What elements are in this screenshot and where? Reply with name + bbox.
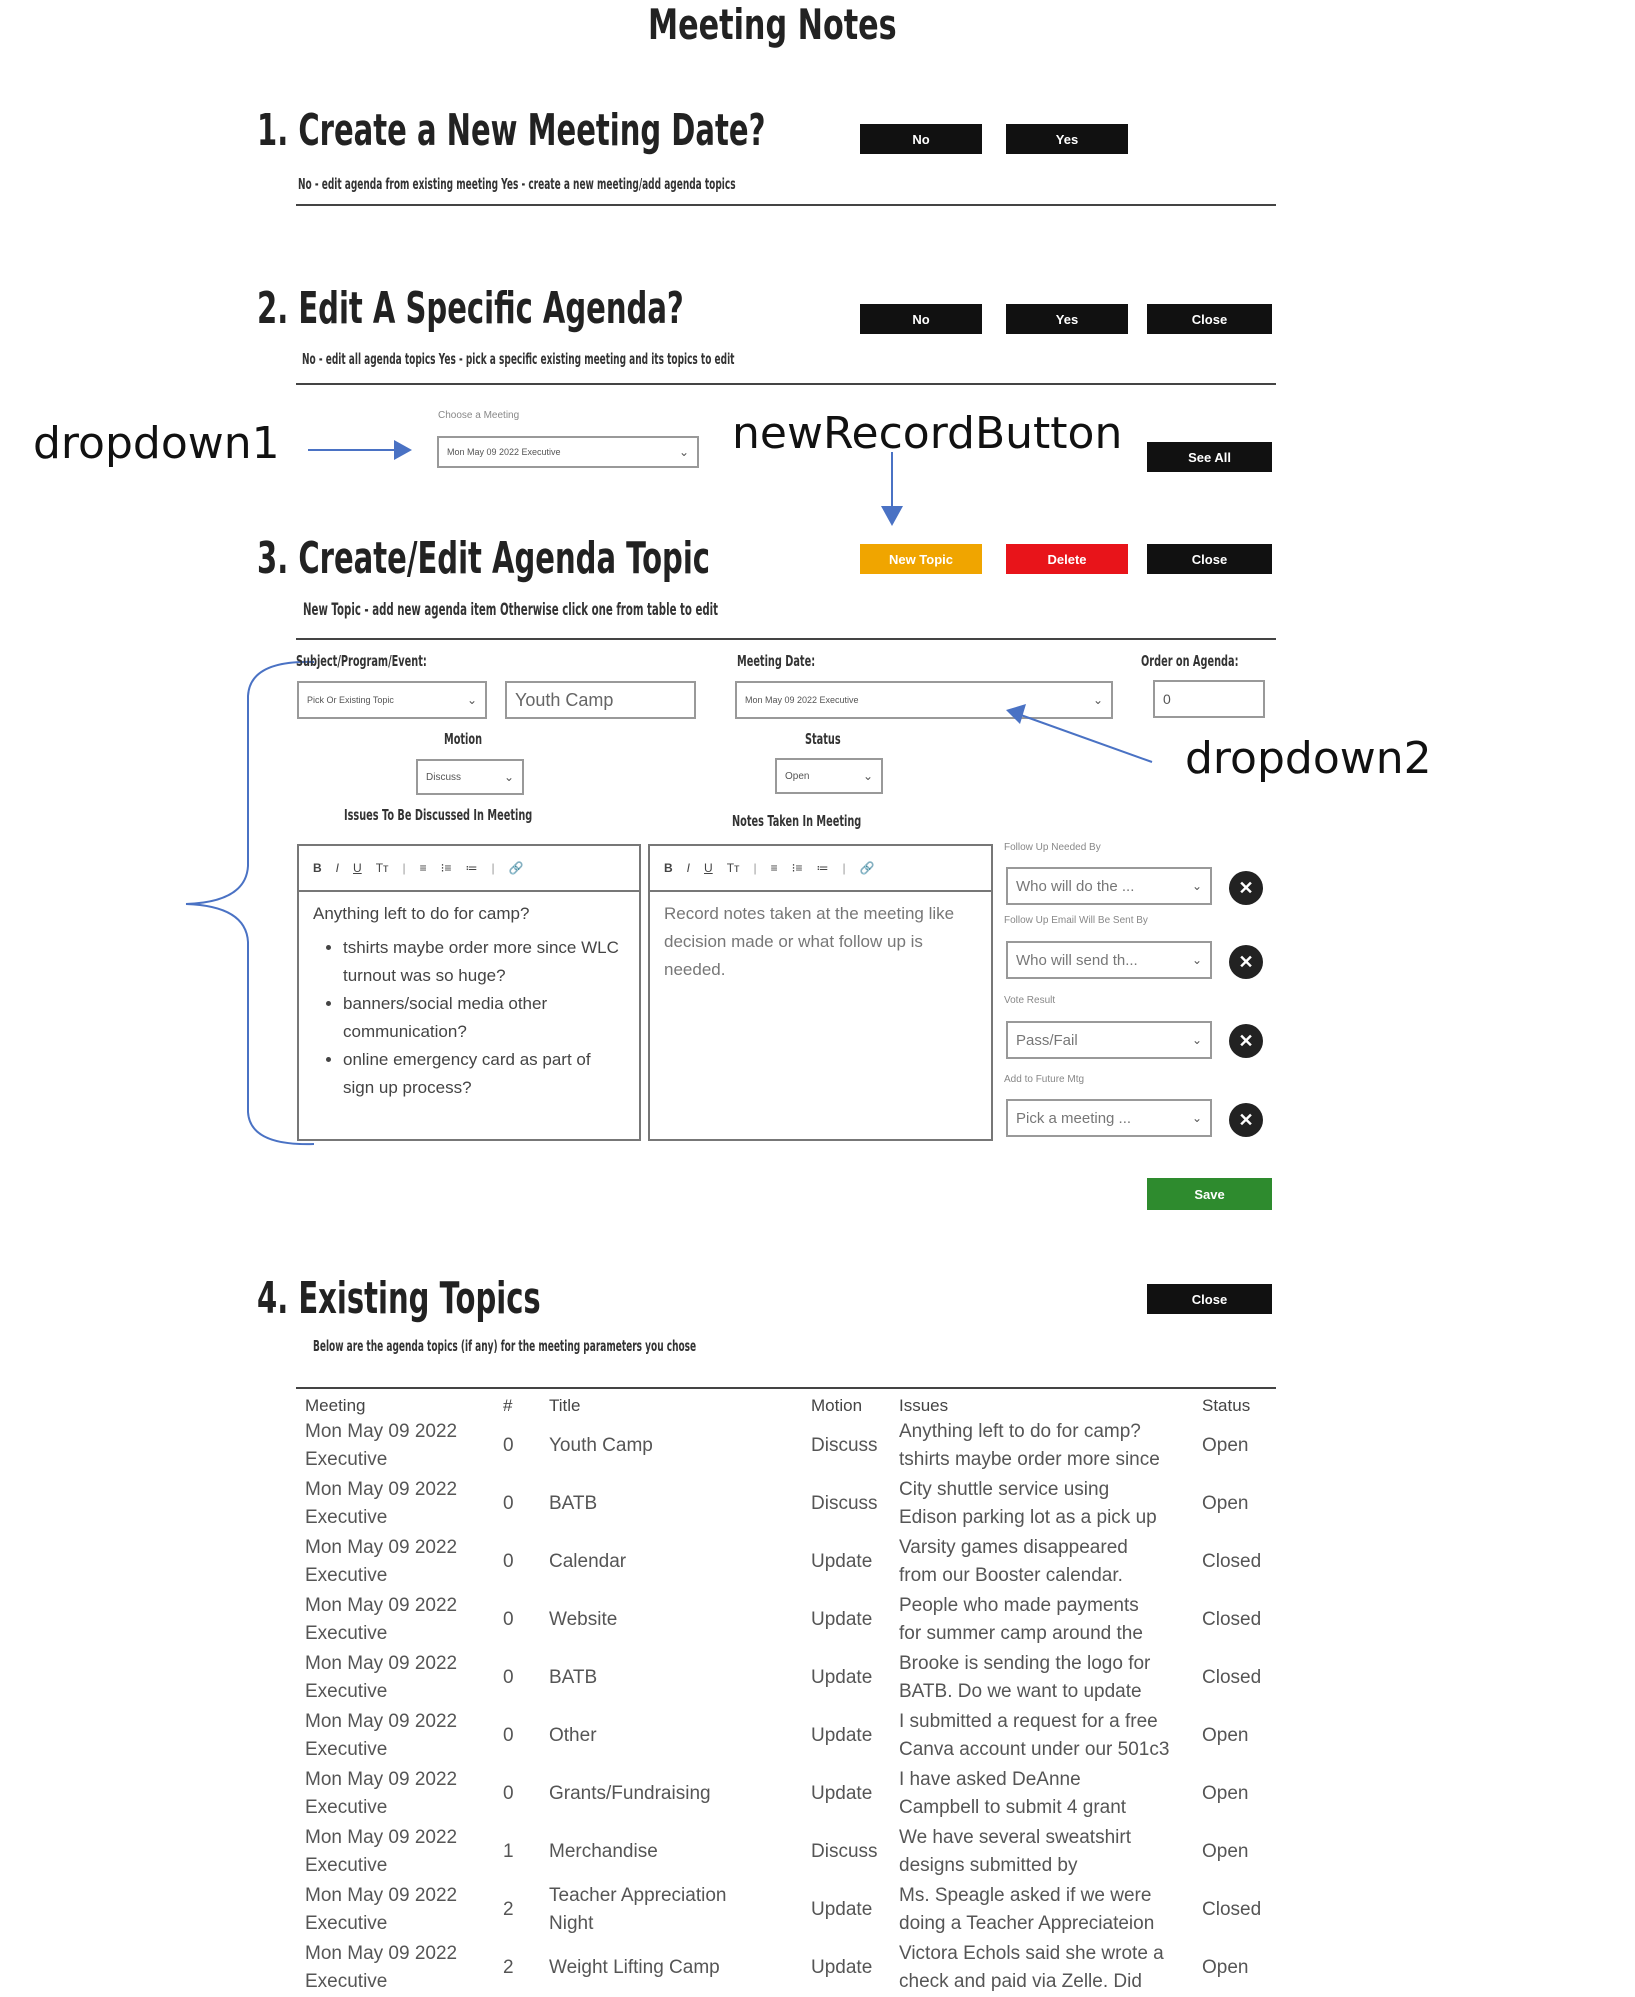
cell-issues-cont: designs submitted by xyxy=(899,1855,1078,1876)
column-header-title[interactable]: Title xyxy=(549,1396,581,1415)
cell-motion: Discuss xyxy=(811,1841,878,1862)
cell-issues-cont: Campbell to submit 4 grant xyxy=(899,1797,1127,1818)
text-size-icon[interactable]: Tт xyxy=(726,861,740,875)
create-meeting-no-button[interactable]: No xyxy=(860,124,982,154)
cell-issues-cont: doing a Teacher Appreciateion xyxy=(899,1913,1155,1934)
chevron-down-icon: ⌄ xyxy=(678,445,689,459)
numbered-list-icon[interactable]: ⁝≡ xyxy=(440,861,452,875)
cell-issues: Victora Echols said she wrote a xyxy=(899,1943,1164,1964)
column-header-status[interactable]: Status xyxy=(1202,1396,1251,1415)
cell-motion: Update xyxy=(811,1725,873,1746)
cell-meeting: Mon May 09 2022 xyxy=(305,1711,458,1732)
cell-issues-cont: tshirts maybe order more since xyxy=(899,1449,1160,1470)
order-value: 0 xyxy=(1163,691,1171,707)
cell-motion: Update xyxy=(811,1667,873,1688)
save-button[interactable]: Save xyxy=(1147,1178,1272,1210)
toolbar-separator: | xyxy=(491,861,495,875)
divider xyxy=(296,383,1276,385)
cell-meeting-type: Executive xyxy=(305,1739,388,1760)
cell-meeting: Mon May 09 2022 xyxy=(305,1595,458,1616)
underline-icon[interactable]: U xyxy=(704,861,713,875)
cell-meeting: Mon May 09 2022 xyxy=(305,1479,458,1500)
cell-number: 0 xyxy=(503,1725,514,1746)
cell-number: 2 xyxy=(503,1957,514,1978)
delete-button[interactable]: Delete xyxy=(1006,544,1128,574)
cell-meeting: Mon May 09 2022 xyxy=(305,1653,458,1674)
cell-motion: Discuss xyxy=(811,1435,878,1456)
future-meeting-dropdown[interactable] xyxy=(1006,1099,1212,1137)
cell-status: Open xyxy=(1202,1725,1249,1746)
cell-meeting-type: Executive xyxy=(305,1449,388,1470)
subject-label: Subject/Program/Event: xyxy=(296,652,427,670)
email-dropdown-value: Who will send th... xyxy=(1016,951,1138,969)
issues-editor[interactable] xyxy=(297,844,641,1141)
section2-title: 2. Edit A Specific Agenda? xyxy=(257,283,684,334)
edit-agenda-no-button[interactable]: No xyxy=(860,304,982,334)
annotation-arrow-dropdown1 xyxy=(300,435,420,465)
clear-followup-icon[interactable]: ✕ xyxy=(1229,871,1263,905)
issues-bullet: • banners/social media other communication? xyxy=(343,990,625,1046)
meeting-dropdown-2-value: Mon May 09 2022 Executive xyxy=(745,695,859,705)
topic-title-input[interactable] xyxy=(505,681,696,719)
cell-meeting-type: Executive xyxy=(305,1681,388,1702)
vote-label: Vote Result xyxy=(1004,995,1056,1006)
meeting-date-label: Meeting Date: xyxy=(737,652,816,670)
cell-title: Calendar xyxy=(549,1551,627,1572)
cell-meeting: Mon May 09 2022 xyxy=(305,1769,458,1790)
order-label: Order on Agenda: xyxy=(1141,652,1239,670)
bold-icon[interactable]: B xyxy=(313,861,322,875)
section1-title: 1. Create a New Meeting Date? xyxy=(257,105,766,156)
status-label: Status xyxy=(805,730,841,748)
cell-meeting: Mon May 09 2022 xyxy=(305,1943,458,1964)
divider xyxy=(296,1387,1276,1389)
chevron-down-icon: ⌄ xyxy=(1092,693,1103,707)
future-meeting-dropdown-value: Pick a meeting ... xyxy=(1016,1109,1132,1127)
chevron-down-icon: ⌄ xyxy=(1191,1111,1202,1125)
cell-issues: Ms. Speagle asked if we were xyxy=(899,1885,1152,1906)
link-icon[interactable]: 🔗 xyxy=(859,861,875,875)
text-size-icon[interactable]: Tт xyxy=(375,861,389,875)
link-icon[interactable]: 🔗 xyxy=(508,861,524,875)
cell-motion: Discuss xyxy=(811,1493,878,1514)
cell-status: Closed xyxy=(1202,1667,1262,1688)
cell-number: 0 xyxy=(503,1667,514,1688)
cell-number: 0 xyxy=(503,1551,514,1572)
issues-bullet: • tshirts maybe order more since WLC turnout was so huge? xyxy=(343,934,625,990)
edit-agenda-yes-button[interactable]: Yes xyxy=(1006,304,1128,334)
cell-motion: Update xyxy=(811,1609,873,1630)
subject-dropdown[interactable] xyxy=(297,681,487,719)
subject-dropdown-value: Pick Or Existing Topic xyxy=(307,695,394,705)
chevron-down-icon: ⌄ xyxy=(862,769,873,783)
issues-intro: Anything left to do for camp? xyxy=(313,904,530,923)
align-icon[interactable]: ≡ xyxy=(419,861,427,875)
cell-issues: Anything left to do for camp? xyxy=(899,1421,1141,1442)
cell-issues-cont: Canva account under our 501c3 xyxy=(899,1739,1170,1760)
cell-number: 0 xyxy=(503,1493,514,1514)
cell-title: BATB xyxy=(549,1667,598,1688)
cell-issues-cont: Edison parking lot as a pick up xyxy=(899,1507,1157,1528)
column-header-meeting[interactable]: Meeting xyxy=(305,1396,366,1415)
cell-status: Open xyxy=(1202,1493,1249,1514)
cell-issues-cont: check and paid via Zelle. Did xyxy=(899,1971,1142,1992)
toolbar-separator: | xyxy=(753,861,757,875)
cell-motion: Update xyxy=(811,1957,873,1978)
cell-title: BATB xyxy=(549,1493,598,1514)
section3-title: 3. Create/Edit Agenda Topic xyxy=(257,533,711,584)
cell-motion: Update xyxy=(811,1783,873,1804)
cell-number: 0 xyxy=(503,1783,514,1804)
cell-issues-cont: from our Booster calendar. xyxy=(899,1565,1123,1586)
cell-meeting-type: Executive xyxy=(305,1623,388,1644)
cell-motion: Update xyxy=(811,1551,873,1572)
future-label: Add to Future Mtg xyxy=(1004,1074,1085,1085)
email-label: Follow Up Email Will Be Sent By xyxy=(1004,915,1148,926)
cell-meeting: Mon May 09 2022 xyxy=(305,1421,458,1442)
cell-status: Closed xyxy=(1202,1899,1262,1920)
vote-dropdown-value: Pass/Fail xyxy=(1016,1031,1078,1049)
cell-meeting: Mon May 09 2022 xyxy=(305,1827,458,1848)
cell-meeting-type: Executive xyxy=(305,1507,388,1528)
cell-issues-cont: BATB. Do we want to update xyxy=(899,1681,1142,1702)
issues-editor-toolbar xyxy=(299,846,639,892)
cell-issues: Varsity games disappeared xyxy=(899,1537,1128,1558)
cell-meeting-type: Executive xyxy=(305,1565,388,1586)
column-header-number[interactable]: # xyxy=(503,1396,513,1415)
page-title: Meeting Notes xyxy=(648,0,897,49)
cell-motion: Update xyxy=(811,1899,873,1920)
see-all-button[interactable]: See All xyxy=(1147,442,1272,472)
cell-issues: City shuttle service using xyxy=(899,1479,1110,1500)
notes-editor[interactable] xyxy=(648,844,993,1141)
cell-number: 1 xyxy=(503,1841,514,1862)
followup-dropdown-value: Who will do the ... xyxy=(1016,877,1135,895)
column-header-motion[interactable]: Motion xyxy=(811,1396,863,1415)
followup-dropdown[interactable] xyxy=(1006,867,1212,905)
bold-icon[interactable]: B xyxy=(664,861,673,875)
section2-subtitle: No - edit all agenda topics Yes - pick a specific existing meeting and its topics to edit xyxy=(302,350,735,368)
notes-editor-body[interactable] xyxy=(650,892,991,992)
new-topic-button[interactable]: New Topic xyxy=(860,544,982,574)
section3-subtitle: New Topic - add new agenda item Otherwise click one from table to edit xyxy=(303,600,719,620)
topic-close-button[interactable]: Close xyxy=(1147,544,1272,574)
cell-title: Other xyxy=(549,1725,597,1746)
annotation-dropdown1: dropdown1 xyxy=(33,418,280,469)
italic-icon[interactable]: I xyxy=(686,861,691,875)
cell-issues: We have several sweatshirt xyxy=(899,1827,1131,1848)
status-dropdown-value: Open xyxy=(785,770,810,782)
motion-label: Motion xyxy=(444,730,483,748)
cell-issues: I submitted a request for a free xyxy=(899,1711,1158,1732)
cell-meeting: Mon May 09 2022 xyxy=(305,1885,458,1906)
annotation-dropdown2: dropdown2 xyxy=(1185,733,1432,784)
cell-number: 2 xyxy=(503,1899,514,1920)
cell-title: Merchandise xyxy=(549,1841,658,1862)
annotation-arrow-dropdown2 xyxy=(1000,700,1160,770)
create-meeting-yes-button[interactable]: Yes xyxy=(1006,124,1128,154)
clear-email-icon[interactable]: ✕ xyxy=(1229,945,1263,979)
cell-issues: I have asked DeAnne xyxy=(899,1769,1081,1790)
cell-status: Open xyxy=(1202,1783,1249,1804)
issues-list xyxy=(313,934,625,1102)
cell-status: Open xyxy=(1202,1841,1249,1862)
bullet-list-icon[interactable]: ≔ xyxy=(465,861,478,875)
topic-title-value: Youth Camp xyxy=(515,689,614,710)
chevron-down-icon: ⌄ xyxy=(1191,879,1202,893)
cell-status: Closed xyxy=(1202,1609,1262,1630)
toolbar-separator: | xyxy=(402,861,406,875)
issues-label: Issues To Be Discussed In Meeting xyxy=(344,806,533,824)
cell-meeting-type: Executive xyxy=(305,1913,388,1934)
notes-placeholder: Record notes taken at the meeting like decision made or what follow up is needed. xyxy=(664,904,955,979)
notes-label: Notes Taken In Meeting xyxy=(732,812,862,830)
numbered-list-icon[interactable]: ⁝≡ xyxy=(791,861,803,875)
email-dropdown[interactable] xyxy=(1006,941,1212,979)
section4-title: 4. Existing Topics xyxy=(257,1273,541,1324)
cell-issues: Brooke is sending the logo for xyxy=(899,1653,1151,1674)
cell-issues: People who made payments xyxy=(899,1595,1139,1616)
divider xyxy=(296,638,1276,640)
cell-title: Weight Lifting Camp xyxy=(549,1957,720,1978)
chevron-down-icon: ⌄ xyxy=(1191,1033,1202,1047)
italic-icon[interactable]: I xyxy=(335,861,340,875)
annotation-arrow-newrecordbutton xyxy=(872,452,912,532)
cell-status: Open xyxy=(1202,1435,1249,1456)
vote-dropdown[interactable] xyxy=(1006,1021,1212,1059)
cell-title: Youth Camp xyxy=(549,1435,653,1456)
cell-issues-cont: for summer camp around the xyxy=(899,1623,1143,1644)
edit-agenda-close-button[interactable]: Close xyxy=(1147,304,1272,334)
cell-number: 0 xyxy=(503,1609,514,1630)
cell-meeting: Mon May 09 2022 xyxy=(305,1537,458,1558)
clear-vote-icon[interactable]: ✕ xyxy=(1229,1024,1263,1058)
meeting-dropdown-1-value: Mon May 09 2022 Executive xyxy=(447,447,561,457)
choose-meeting-label: Choose a Meeting xyxy=(438,410,520,421)
cell-title: Grants/Fundraising xyxy=(549,1783,711,1804)
followup-label: Follow Up Needed By xyxy=(1004,842,1101,853)
issues-editor-body[interactable] xyxy=(299,892,639,1110)
divider xyxy=(296,204,1276,206)
underline-icon[interactable]: U xyxy=(353,861,362,875)
section1-subtitle: No - edit agenda from existing meeting Yes - create a new meeting/add agenda topics xyxy=(298,175,736,193)
cell-title: Website xyxy=(549,1609,618,1630)
motion-dropdown-value: Discuss xyxy=(426,771,462,783)
existing-topics-close-button[interactable]: Close xyxy=(1147,1284,1272,1314)
cell-number: 0 xyxy=(503,1435,514,1456)
chevron-down-icon: ⌄ xyxy=(503,770,514,784)
motion-dropdown[interactable] xyxy=(416,759,524,795)
toolbar-separator: | xyxy=(842,861,846,875)
bullet-list-icon[interactable]: ≔ xyxy=(816,861,829,875)
cell-meeting-type: Executive xyxy=(305,1855,388,1876)
cell-status: Closed xyxy=(1202,1551,1262,1572)
status-dropdown[interactable] xyxy=(775,758,883,794)
chevron-down-icon: ⌄ xyxy=(1191,953,1202,967)
notes-editor-toolbar xyxy=(650,846,991,892)
section4-subtitle: Below are the agenda topics (if any) for the meeting parameters you chose xyxy=(313,1337,697,1355)
cell-title: Teacher Appreciation Night xyxy=(549,1885,727,1934)
annotation-newrecordbutton: newRecordButton xyxy=(732,408,1123,459)
chevron-down-icon: ⌄ xyxy=(466,693,477,707)
column-header-issues[interactable]: Issues xyxy=(899,1396,949,1415)
align-icon[interactable]: ≡ xyxy=(770,861,778,875)
meeting-dropdown-1[interactable] xyxy=(437,436,699,468)
clear-future-icon[interactable]: ✕ xyxy=(1229,1103,1263,1137)
cell-meeting-type: Executive xyxy=(305,1971,388,1992)
cell-status: Open xyxy=(1202,1957,1249,1978)
order-input[interactable] xyxy=(1153,680,1265,718)
cell-meeting-type: Executive xyxy=(305,1797,388,1818)
issues-bullet: • online emergency card as part of sign up process? xyxy=(343,1046,625,1102)
